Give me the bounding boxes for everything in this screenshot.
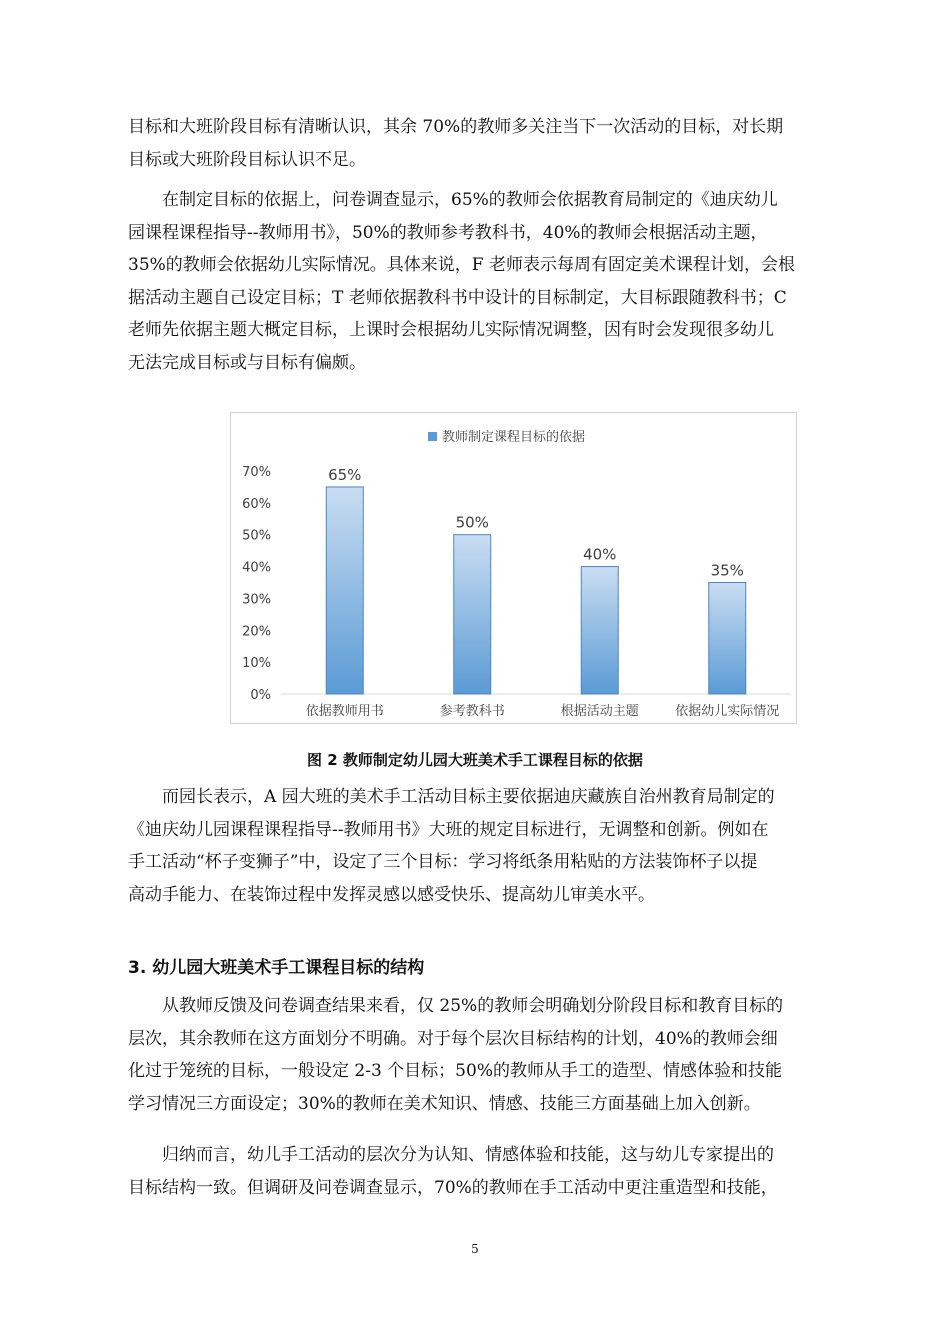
section-heading: 3. 幼儿园大班美术手工课程目标的结构	[128, 958, 425, 978]
data-label: 35%	[710, 561, 744, 580]
data-label: 40%	[583, 545, 617, 564]
y-tick-label: 40%	[242, 560, 271, 576]
bar	[326, 487, 363, 694]
paragraph-2	[128, 184, 858, 379]
text-line: 《迪庆幼儿园课程课程指导--教师用书》大班的规定目标进行，无调整和创新。例如在	[128, 819, 769, 840]
paragraph-5	[128, 1139, 858, 1204]
y-tick-label: 30%	[242, 592, 271, 608]
bar	[709, 583, 746, 695]
paragraph-3	[128, 781, 858, 911]
text-line: 无法完成目标或与目标有偏颇。	[128, 352, 366, 373]
text-line: 35%的教师会依据幼儿实际情况。具体来说，F 老师表示每周有固定美术课程计划，会根	[128, 255, 795, 275]
paragraph-4	[128, 990, 858, 1120]
bar	[454, 535, 491, 694]
figure-caption: 图 2 教师制定幼儿园大班美术手工课程目标的依据	[307, 751, 643, 769]
category-label: 依据幼儿实际情况	[675, 704, 780, 719]
data-label: 50%	[455, 513, 489, 532]
y-tick-label: 60%	[242, 496, 271, 512]
text-line: 化过于笼统的目标，一般设定 2-3 个目标；50%的教师从手工的造型、情感体验和技能	[128, 1061, 782, 1081]
legend-swatch	[428, 432, 437, 441]
text-line: 目标和大班阶段目标有清晰认识，其余 70%的教师多关注当下一次活动的目标，对长期	[128, 117, 784, 137]
y-tick-label: 70%	[242, 465, 271, 480]
bar	[581, 567, 618, 694]
text-line: 归纳而言，幼儿手工活动的层次分为认知、情感体验和技能，这与幼儿专家提出的	[162, 1145, 774, 1165]
legend-label: 教师制定课程目标的依据	[442, 430, 586, 445]
text-line: 层次，其余教师在这方面划分不明确。对于每个层次目标结构的计划，40%的教师会细	[128, 1028, 778, 1049]
y-tick-label: 0%	[250, 688, 271, 703]
paragraph-1	[128, 111, 858, 176]
text-line: 高动手能力、在装饰过程中发挥灵感以感受快乐、提高幼儿审美水平。	[128, 884, 655, 905]
y-tick-label: 10%	[242, 656, 271, 672]
text-line: 而园长表示，A 园大班的美术手工活动目标主要依据迪庆藏族自治州教育局制定的	[162, 787, 775, 807]
data-label: 65%	[328, 465, 362, 484]
text-line: 目标结构一致。但调研及问卷调查显示，70%的教师在手工活动中更注重造型和技能，	[128, 1177, 778, 1198]
text-line: 在制定目标的依据上，问卷调查显示，65%的教师会依据教育局制定的《迪庆幼儿	[162, 190, 778, 210]
y-tick-label: 50%	[242, 528, 271, 544]
text-line: 目标或大班阶段目标认识不足。	[128, 149, 366, 170]
text-line: 从教师反馈及问卷调查结果来看，仅 25%的教师会明确划分阶段目标和教育目标的	[162, 996, 784, 1016]
text-line: 园课程课程指导--教师用书》，50%的教师参考教科书，40%的教师会根据活动主题，	[128, 222, 768, 243]
category-label: 依据教师用书	[305, 704, 384, 719]
text-line: 老师先依据主题大概定目标，上课时会根据幼儿实际情况调整，因有时会发现很多幼儿	[128, 320, 774, 340]
category-label: 根据活动主题	[560, 704, 639, 719]
text-line: 据活动主题自己设定目标；T 老师依据教科书中设计的目标制定，大目标跟随教科书；C	[128, 287, 787, 308]
text-line: 学习情况三方面设定；30%的教师在美术知识、情感、技能三方面基础上加入创新。	[128, 1093, 761, 1114]
page-number: 5	[471, 1242, 479, 1256]
y-tick-label: 20%	[242, 624, 271, 640]
bar-chart-svg	[231, 413, 796, 723]
bar-chart	[230, 412, 797, 724]
text-line: 手工活动“杯子变狮子”中，设定了三个目标：学习将纸条用粘贴的方法装饰杯子以提	[128, 852, 758, 872]
category-label: 参考教科书	[439, 704, 505, 719]
